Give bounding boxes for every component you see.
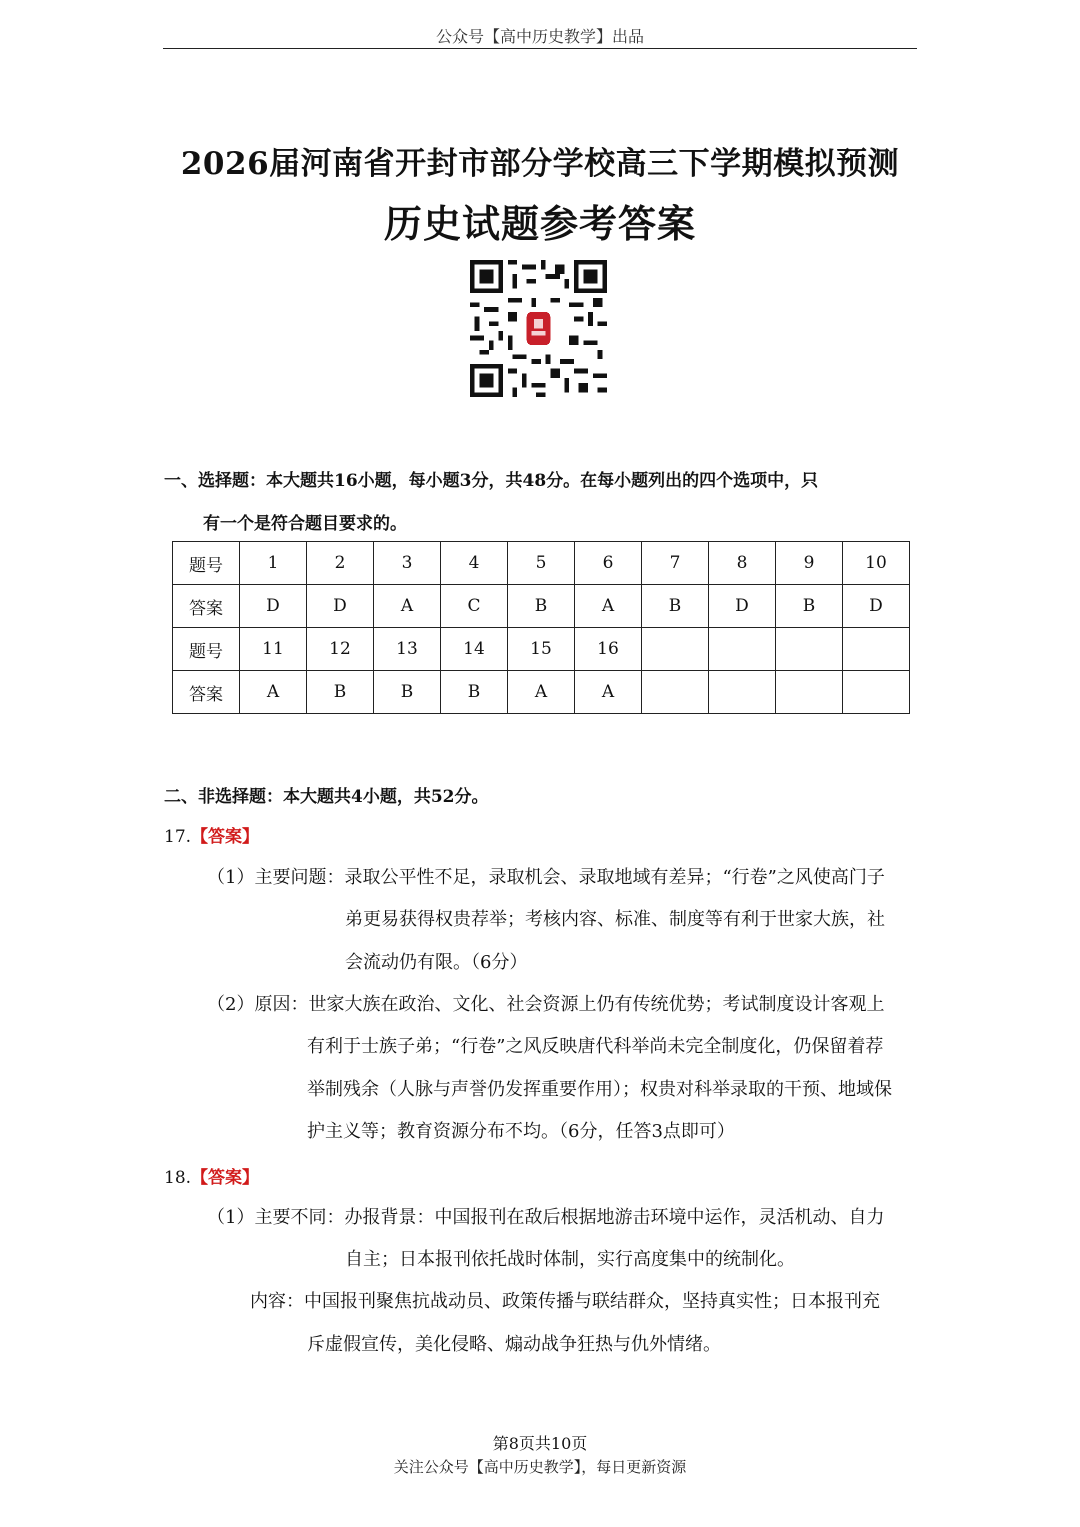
- question-17-heading: [164, 822, 259, 847]
- table-cell: D: [709, 585, 776, 628]
- table-cell: 14: [441, 628, 508, 671]
- q17-p2-line1: （2）原因：世家大族在政治、文化、社会资源上仍有传统优势；考试制度设计客观上: [207, 994, 885, 1015]
- table-cell: B: [441, 671, 508, 714]
- table-cell: 8: [709, 542, 776, 585]
- q17-p1-line3: 会流动仍有限。（6分）: [345, 952, 528, 973]
- table-cell: [776, 628, 843, 671]
- table-cell: 9: [776, 542, 843, 585]
- table-cell: A: [240, 671, 307, 714]
- table-cell: B: [776, 585, 843, 628]
- table-cell: 4: [441, 542, 508, 585]
- q17-p1-line1: （1）主要问题：录取公平性不足，录取机会、录取地域有差异；“行卷”之风使高门子: [207, 867, 885, 888]
- table-cell: D: [843, 585, 910, 628]
- table-row: [173, 585, 910, 628]
- question-number: 18.: [164, 1168, 192, 1188]
- table-row: [173, 671, 910, 714]
- answer-tag: 【答案】: [191, 1168, 260, 1188]
- table-cell: [709, 671, 776, 714]
- table-cell: A: [575, 585, 642, 628]
- q18-p1-line2: 自主；日本报刊依托战时体制，实行高度集中的统制化。: [345, 1249, 795, 1270]
- table-cell: [843, 671, 910, 714]
- question-number: 17.: [164, 827, 192, 847]
- table-cell: 答案: [173, 671, 240, 714]
- table-cell: A: [508, 671, 575, 714]
- table-cell: [642, 671, 709, 714]
- table-cell: 10: [843, 542, 910, 585]
- footer-note: 关注公众号【高中历史教学】，每日更新资源: [393, 1458, 687, 1476]
- q18-p2-line1: 内容：中国报刊聚焦抗战动员、政策传播与联结群众，坚持真实性；日本报刊充: [250, 1291, 880, 1312]
- table-cell: 7: [642, 542, 709, 585]
- page-header: 公众号【高中历史教学】出品: [435, 27, 644, 46]
- document-title: 2026届河南省开封市部分学校高三下学期模拟预测: [180, 146, 900, 182]
- table-cell: A: [374, 585, 441, 628]
- table-cell: D: [307, 585, 374, 628]
- table-cell: C: [441, 585, 508, 628]
- table-cell: 题号: [173, 542, 240, 585]
- table-cell: A: [575, 671, 642, 714]
- table-cell: 5: [508, 542, 575, 585]
- table-cell: 15: [508, 628, 575, 671]
- q17-p2-line2: 有利于士族子弟；“行卷”之风反映唐代科举尚未完全制度化，仍保留着荐: [307, 1036, 884, 1057]
- answer-tag: 【答案】: [191, 827, 260, 847]
- question-18-heading: [164, 1163, 259, 1188]
- q17-p2-line4: 护主义等；教育资源分布不均。（6分，任答3点即可）: [307, 1121, 735, 1142]
- document-subtitle: 历史试题参考答案: [383, 201, 696, 246]
- q17-p2-line3: 举制残余（人脉与声誉仍发挥重要作用）；权贵对科举录取的干预、地域保: [307, 1079, 892, 1100]
- table-cell: [776, 671, 843, 714]
- section-heading-multiple-choice-cont: 有一个是符合题目要求的。: [203, 514, 407, 534]
- table-row: [173, 628, 910, 671]
- table-cell: 2: [307, 542, 374, 585]
- table-cell: 13: [374, 628, 441, 671]
- qr-code-icon: [470, 260, 607, 397]
- table-cell: 1: [240, 542, 307, 585]
- header-rule: [163, 48, 917, 49]
- q18-p2-line2: 斥虚假宣传，美化侵略、煽动战争狂热与仇外情绪。: [307, 1334, 721, 1355]
- table-cell: [642, 628, 709, 671]
- table-cell: B: [642, 585, 709, 628]
- table-row: [173, 542, 910, 585]
- answer-table: [172, 541, 910, 714]
- section-heading-multiple-choice: 一、选择题：本大题共16小题，每小题3分，共48分。在每小题列出的四个选项中，只: [164, 471, 819, 491]
- table-cell: [709, 628, 776, 671]
- table-cell: 答案: [173, 585, 240, 628]
- table-cell: D: [240, 585, 307, 628]
- table-cell: 11: [240, 628, 307, 671]
- table-cell: B: [374, 671, 441, 714]
- table-cell: 题号: [173, 628, 240, 671]
- table-cell: 16: [575, 628, 642, 671]
- table-cell: [843, 628, 910, 671]
- table-cell: 6: [575, 542, 642, 585]
- table-cell: 3: [374, 542, 441, 585]
- section-heading-free-response: 二、非选择题：本大题共4小题，共52分。: [164, 787, 489, 807]
- q17-p1-line2: 弟更易获得权贵荐举；考核内容、标准、制度等有利于世家大族，社: [345, 909, 885, 930]
- table-cell: 12: [307, 628, 374, 671]
- q18-p1-line1: （1）主要不同：办报背景：中国报刊在敌后根据地游击环境中运作，灵活机动、自力: [207, 1207, 885, 1228]
- table-cell: B: [508, 585, 575, 628]
- table-cell: B: [307, 671, 374, 714]
- page-number: 第8页共10页: [492, 1434, 588, 1453]
